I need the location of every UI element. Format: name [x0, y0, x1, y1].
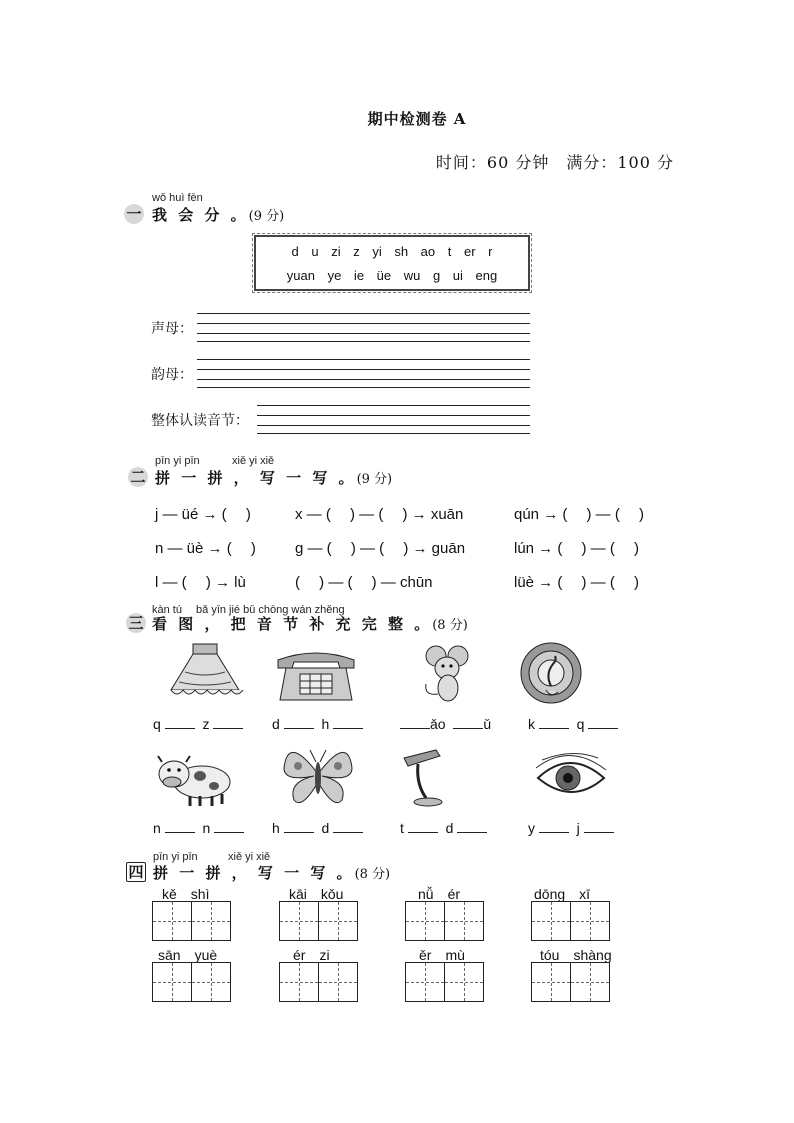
writing-grid[interactable] [279, 901, 319, 941]
fill-label: d [272, 716, 280, 732]
word-pinyin: kě shì [162, 886, 210, 902]
blank[interactable] [539, 820, 569, 833]
fill-r1-2 [272, 716, 363, 732]
fill-label: q [576, 716, 585, 732]
writing-lines-zhengti[interactable] [257, 405, 530, 434]
s3-heading: 看 图 ， 把 音 节 补 充 完 整 。(8 分) [152, 615, 468, 633]
word-pinyin: ěr mù [419, 947, 465, 963]
fill-label: k [528, 716, 535, 732]
writing-grid[interactable] [152, 962, 192, 1002]
butterfly-picture [282, 744, 354, 808]
s1-number: 一 [124, 204, 144, 224]
fill-label: h [272, 820, 280, 836]
s2-pinyin-1: pīn yi pīn [155, 455, 200, 467]
writing-grid[interactable] [444, 901, 484, 941]
writing-grid[interactable] [444, 962, 484, 1002]
ex-r1-c2: x — ( ) — ( ) → xuān [295, 506, 464, 523]
word-pinyin: kāi kǒu [289, 886, 344, 902]
fill-label: ǎo [430, 716, 446, 732]
ex-r3-c3: lüè → ( ) — ( ) [514, 574, 640, 591]
writing-grid[interactable] [405, 901, 445, 941]
writing-grid[interactable] [318, 962, 358, 1002]
cow-picture [152, 752, 236, 808]
blank[interactable] [584, 820, 614, 833]
fill-r2-4 [528, 820, 614, 836]
word-pinyin: nǚ ér [418, 886, 461, 902]
blank[interactable] [400, 716, 430, 729]
blank[interactable] [165, 716, 195, 729]
fill-label: j [576, 820, 580, 836]
s3-pinyin: kàn tú bǎ yīn jié bǔ chōng wán zhěng [152, 604, 345, 616]
fill-label: ǔ [483, 716, 492, 732]
fill-label: y [528, 820, 535, 836]
fill-label: d [445, 820, 454, 836]
label-yunmu: 韵母： [151, 367, 193, 383]
label-shengmu: 声母： [151, 321, 193, 337]
ex-r1-c1: j — üé → ( ) [155, 506, 251, 523]
fill-r2-2 [272, 820, 363, 836]
blank[interactable] [457, 820, 487, 833]
letters-box [254, 235, 530, 291]
letters-row-2: yuan ye ie üe wu g ui eng [286, 268, 498, 283]
blank[interactable] [539, 716, 569, 729]
writing-grid[interactable] [191, 901, 231, 941]
fill-r2-3 [400, 820, 487, 836]
writing-grid[interactable] [152, 901, 192, 941]
letters-row-1: d u zi z yi sh ao t er r [291, 244, 493, 259]
blank[interactable] [284, 820, 314, 833]
blank[interactable] [453, 716, 483, 729]
mouse-picture [418, 642, 478, 704]
writing-grid[interactable] [279, 962, 319, 1002]
s4-pinyin-2: xiě yi xiě [228, 851, 271, 863]
s2-pinyin-2: xiě yi xiě [232, 455, 275, 467]
ex-r1-c3: qún → ( ) — ( ) [514, 506, 645, 523]
blank[interactable] [408, 820, 438, 833]
fill-label: n [153, 820, 161, 836]
s4-heading: 拼 一 拼 ， 写 一 写 。(8 分) [153, 864, 391, 882]
blank[interactable] [213, 716, 243, 729]
writing-grid[interactable] [531, 901, 571, 941]
s2-heading: 拼 一 拼 ， 写 一 写 。(9 分) [155, 469, 393, 487]
peacock-picture [518, 640, 584, 706]
blank[interactable] [333, 820, 363, 833]
s3-number: 三 [126, 613, 146, 633]
fill-r1-1 [153, 716, 243, 732]
writing-grid[interactable] [318, 901, 358, 941]
blank[interactable] [284, 716, 314, 729]
telephone-picture [272, 648, 360, 706]
fill-label: t [400, 820, 404, 836]
s2-number: 二 [128, 467, 148, 487]
ex-r2-c2: g — ( ) — ( ) → guān [295, 540, 466, 557]
writing-grid[interactable] [531, 962, 571, 1002]
ex-r2-c1: n — üè → ( ) [155, 540, 256, 557]
s4-number: 四 [126, 862, 146, 882]
s1-heading: 我 会 分 。(9 分) [152, 206, 285, 224]
blank[interactable] [165, 820, 195, 833]
fill-label: d [321, 820, 330, 836]
label-zhengti: 整体认读音节： [151, 413, 249, 429]
blank[interactable] [333, 716, 363, 729]
lamp-picture [400, 748, 464, 808]
ex-r3-c2: ( ) — ( ) — chūn [295, 574, 433, 591]
skirt-picture [165, 642, 245, 702]
writing-grid[interactable] [191, 962, 231, 1002]
ex-r3-c1: l — ( ) → lù [155, 574, 246, 591]
writing-grid[interactable] [405, 962, 445, 1002]
fill-label: q [153, 716, 161, 732]
blank[interactable] [588, 716, 618, 729]
fill-label: z [202, 716, 210, 732]
word-pinyin: tóu shàng [540, 947, 612, 963]
fill-label: n [202, 820, 211, 836]
writing-grid[interactable] [570, 962, 610, 1002]
s4-pinyin-1: pīn yi pīn [153, 851, 198, 863]
word-pinyin: sān yuè [158, 947, 218, 963]
page-title: 期中检测卷 A [367, 110, 467, 128]
fill-r1-3 [400, 716, 491, 732]
writing-lines-yunmu[interactable] [197, 359, 530, 388]
blank[interactable] [214, 820, 244, 833]
eye-picture [534, 752, 608, 804]
ex-r2-c3: lún → ( ) — ( ) [514, 540, 640, 557]
word-pinyin: ér zi [293, 947, 330, 963]
time-info: 时间：60 分钟 满分：100 分 [435, 153, 674, 172]
fill-r1-4 [528, 716, 618, 732]
writing-lines-shengmu[interactable] [197, 313, 530, 342]
fill-r2-1 [153, 820, 244, 836]
s1-pinyin: wǒ huì fēn [152, 192, 203, 204]
word-pinyin: dōng xī [534, 886, 591, 902]
fill-label: h [321, 716, 330, 732]
writing-grid[interactable] [570, 901, 610, 941]
